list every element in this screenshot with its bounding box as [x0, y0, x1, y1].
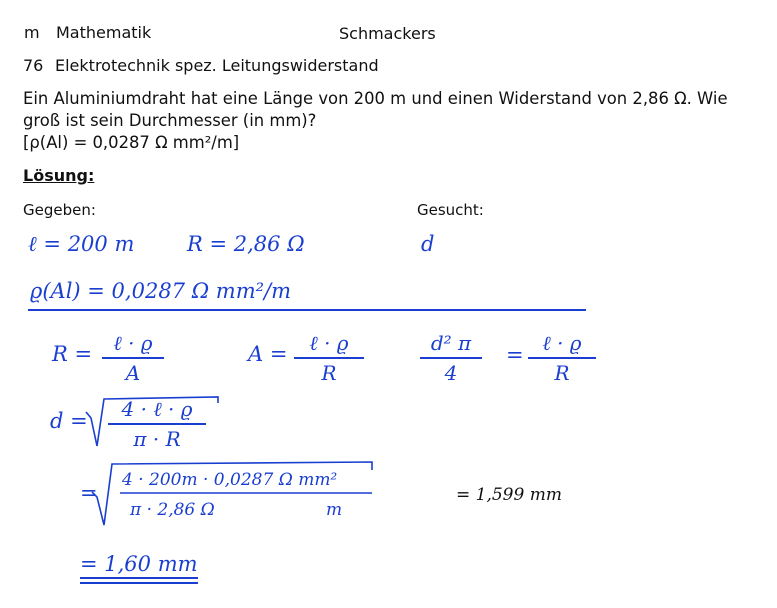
- given-resistance: R = 2,86 Ω: [187, 232, 305, 256]
- formula1-fraction: [102, 332, 164, 384]
- exercise-title: Elektrotechnik spez. Leitungswiderstand: [55, 56, 379, 75]
- formula4-numerator: 4 · ℓ · ϱ: [121, 397, 193, 421]
- question-line-1: Ein Aluminiumdraht hat eine Länge von 200 m und einen Widerstand von 2,86 Ω. Wie: [23, 89, 728, 108]
- subject-name: Mathematik: [56, 23, 152, 42]
- formula3-right-numerator: ℓ · ϱ: [542, 331, 582, 355]
- given-label: Gegeben:: [23, 201, 96, 219]
- formula3-equals: =: [506, 343, 524, 367]
- final-result: = 1,60 mm: [80, 552, 198, 576]
- formula5-lhs: =: [80, 481, 98, 505]
- given-length: ℓ = 200 m: [28, 232, 135, 256]
- formula5-denominator: π · 2,86 Ω: [130, 500, 215, 520]
- formula1-denominator: A: [125, 360, 141, 385]
- given-constant: [ρ(Al) = 0,0287 Ω mm²/m]: [23, 133, 240, 152]
- result-underline-1: [80, 577, 198, 579]
- formula2-bar: [294, 357, 364, 359]
- solution-heading: Lösung:: [23, 166, 95, 185]
- wanted-symbol: d: [421, 232, 435, 256]
- exercise-number: 76: [23, 56, 44, 75]
- subject-code: m: [24, 23, 40, 42]
- formula3-right-bar: [528, 357, 596, 359]
- formula2-fraction: [294, 332, 364, 384]
- formula3-right-denominator: R: [554, 360, 570, 385]
- formula1-numerator: ℓ · ϱ: [113, 331, 153, 355]
- question-line-2: groß ist sein Durchmesser (in mm)?: [23, 111, 317, 130]
- formula4-denominator: π · R: [133, 426, 181, 451]
- formula3-left-bar: [420, 357, 482, 359]
- result-underline-2: [80, 582, 198, 584]
- formula5-denominator-unit: m: [326, 500, 343, 520]
- formula1-lhs: R =: [52, 342, 93, 366]
- wanted-label: Gesucht:: [417, 201, 484, 219]
- brand-name: Schmackers: [339, 24, 436, 43]
- formula3-left-denominator: 4: [444, 360, 458, 385]
- formula2-numerator: ℓ · ϱ: [309, 331, 349, 355]
- formula3-left-fraction: [420, 332, 482, 384]
- given-rho: ϱ(Al) = 0,0287 Ω mm²/m: [30, 279, 292, 303]
- intermediate-result: = 1,599 mm: [456, 485, 562, 505]
- formula2-denominator: R: [321, 360, 337, 385]
- formula3-left-numerator: d² π: [430, 331, 472, 355]
- formula3-right-fraction: [528, 332, 596, 384]
- separator-line: [28, 309, 586, 311]
- formula5-numerator: 4 · 200m · 0,0287 Ω mm²: [122, 470, 338, 490]
- formula4-bar: [108, 423, 206, 425]
- formula2-lhs: A =: [248, 342, 288, 366]
- formula1-bar: [102, 357, 164, 359]
- formula4-fraction: [108, 398, 206, 450]
- formula4-lhs: d =: [50, 409, 88, 433]
